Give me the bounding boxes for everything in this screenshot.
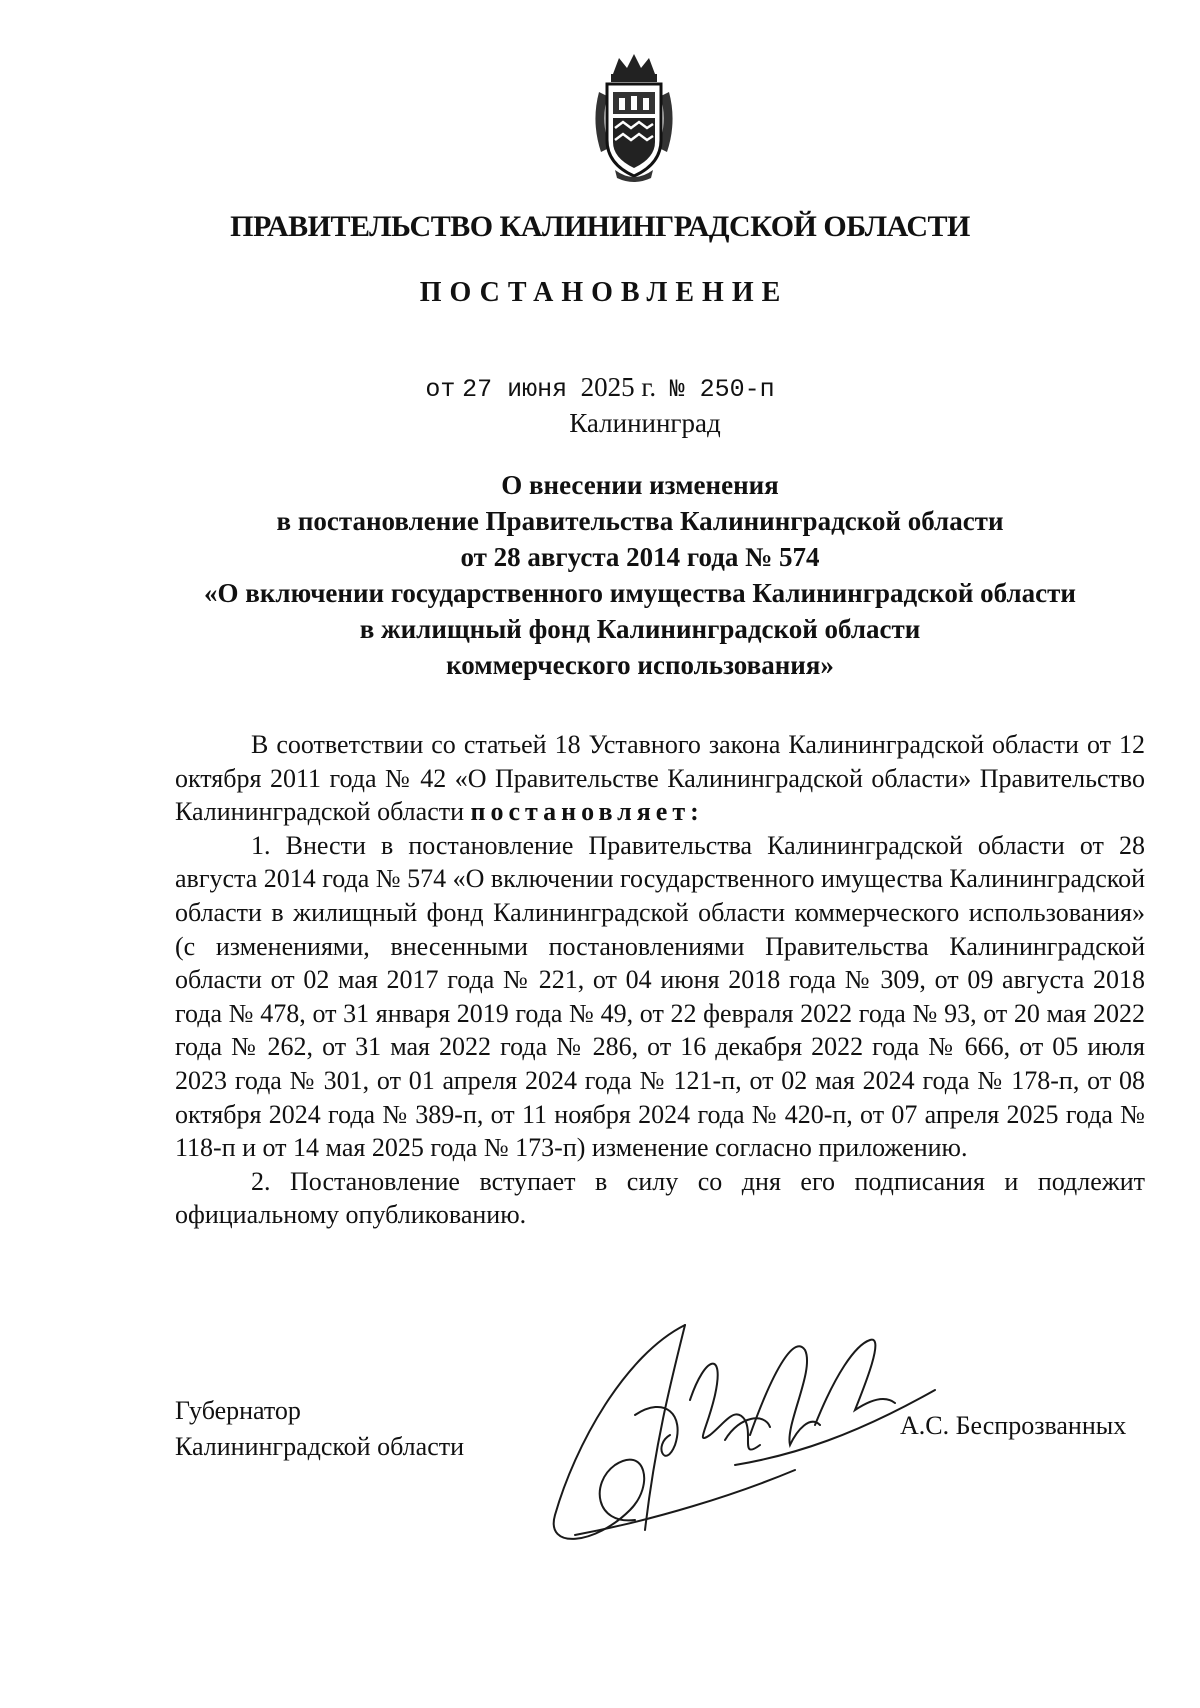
date-prefix: от [425,375,456,404]
signatory-position [175,1393,464,1465]
date-and-number [0,372,1200,404]
document-subject [140,467,1140,683]
signatory-name: А.С. Беспрозванных [900,1411,1127,1440]
subject-line: от 28 августа 2014 года № 574 [460,542,820,572]
position-line: Калининградской области [175,1432,465,1461]
preamble-paragraph [175,728,1145,829]
item-2-paragraph: 2. Постановление вступает в силу со дня его подписания и подлежит официальному опубликованию. [175,1166,1145,1230]
document-number: № 250-п [669,375,775,404]
subject-line: в постановление Правительства Калининградской области [276,506,1004,536]
date-day-month: 27 июня [462,375,568,404]
coat-of-arms-icon [585,52,683,182]
item-1-paragraph: 1. Внести в постановление Правительства Калининградской области от 28 августа 2014 года № 574 «О включении государственного имущества Калининградской области в жилищный фонд Калининградской области коммерческого использования» (с изменениями, внесенными постановлениями Правительства Калининградской области от 02 мая 2017 года № 221, от 04 июня 2018 года № 309, от 09 августа 2018 года № 478, от 31 января 2019 года № 49, от 22 февраля 2022 года № 93, от 20 мая 2022 года № 262, от 31 мая 2022 года № 286, от 16 декабря 2022 года № 666, от 05 июля 2023 года № 301, от 01 апреля 2024 года № 121-п, от 02 мая 2024 года № 178-п, от 08 октября 2024 года № 389-п, от 11 ноября 2024 года № 420-п, от 07 апреля 2025 года № 118-п и от 14 мая 2025 года № 173-п) изменение согласно приложению. [175,830,1145,1163]
subject-line: «О включении государственного имущества Калининградской области [204,578,1076,608]
subject-line: коммерческого использования» [446,650,834,680]
subject-line: О внесении изменения [501,470,779,500]
document-body [175,728,1145,1232]
government-title: ПРАВИТЕЛЬСТВО КАЛИНИНГРАДСКОЙ ОБЛАСТИ [230,210,970,243]
preamble-text: В соответствии со статьей 18 Уставного закона Калининградской области от 12 октября 2011 года № 42 «О Правительстве Калининградской области» Правительство Калининградской области [175,730,1145,827]
decree-word: постановляет: [470,797,704,827]
date-year: 2025 г. [580,372,657,402]
position-line: Губернатор [175,1396,301,1425]
document-type: ПОСТАНОВЛЕНИЕ [419,277,789,308]
city-name: Калининград [569,408,721,438]
subject-line: в жилищный фонд Калининградской области [359,614,921,644]
